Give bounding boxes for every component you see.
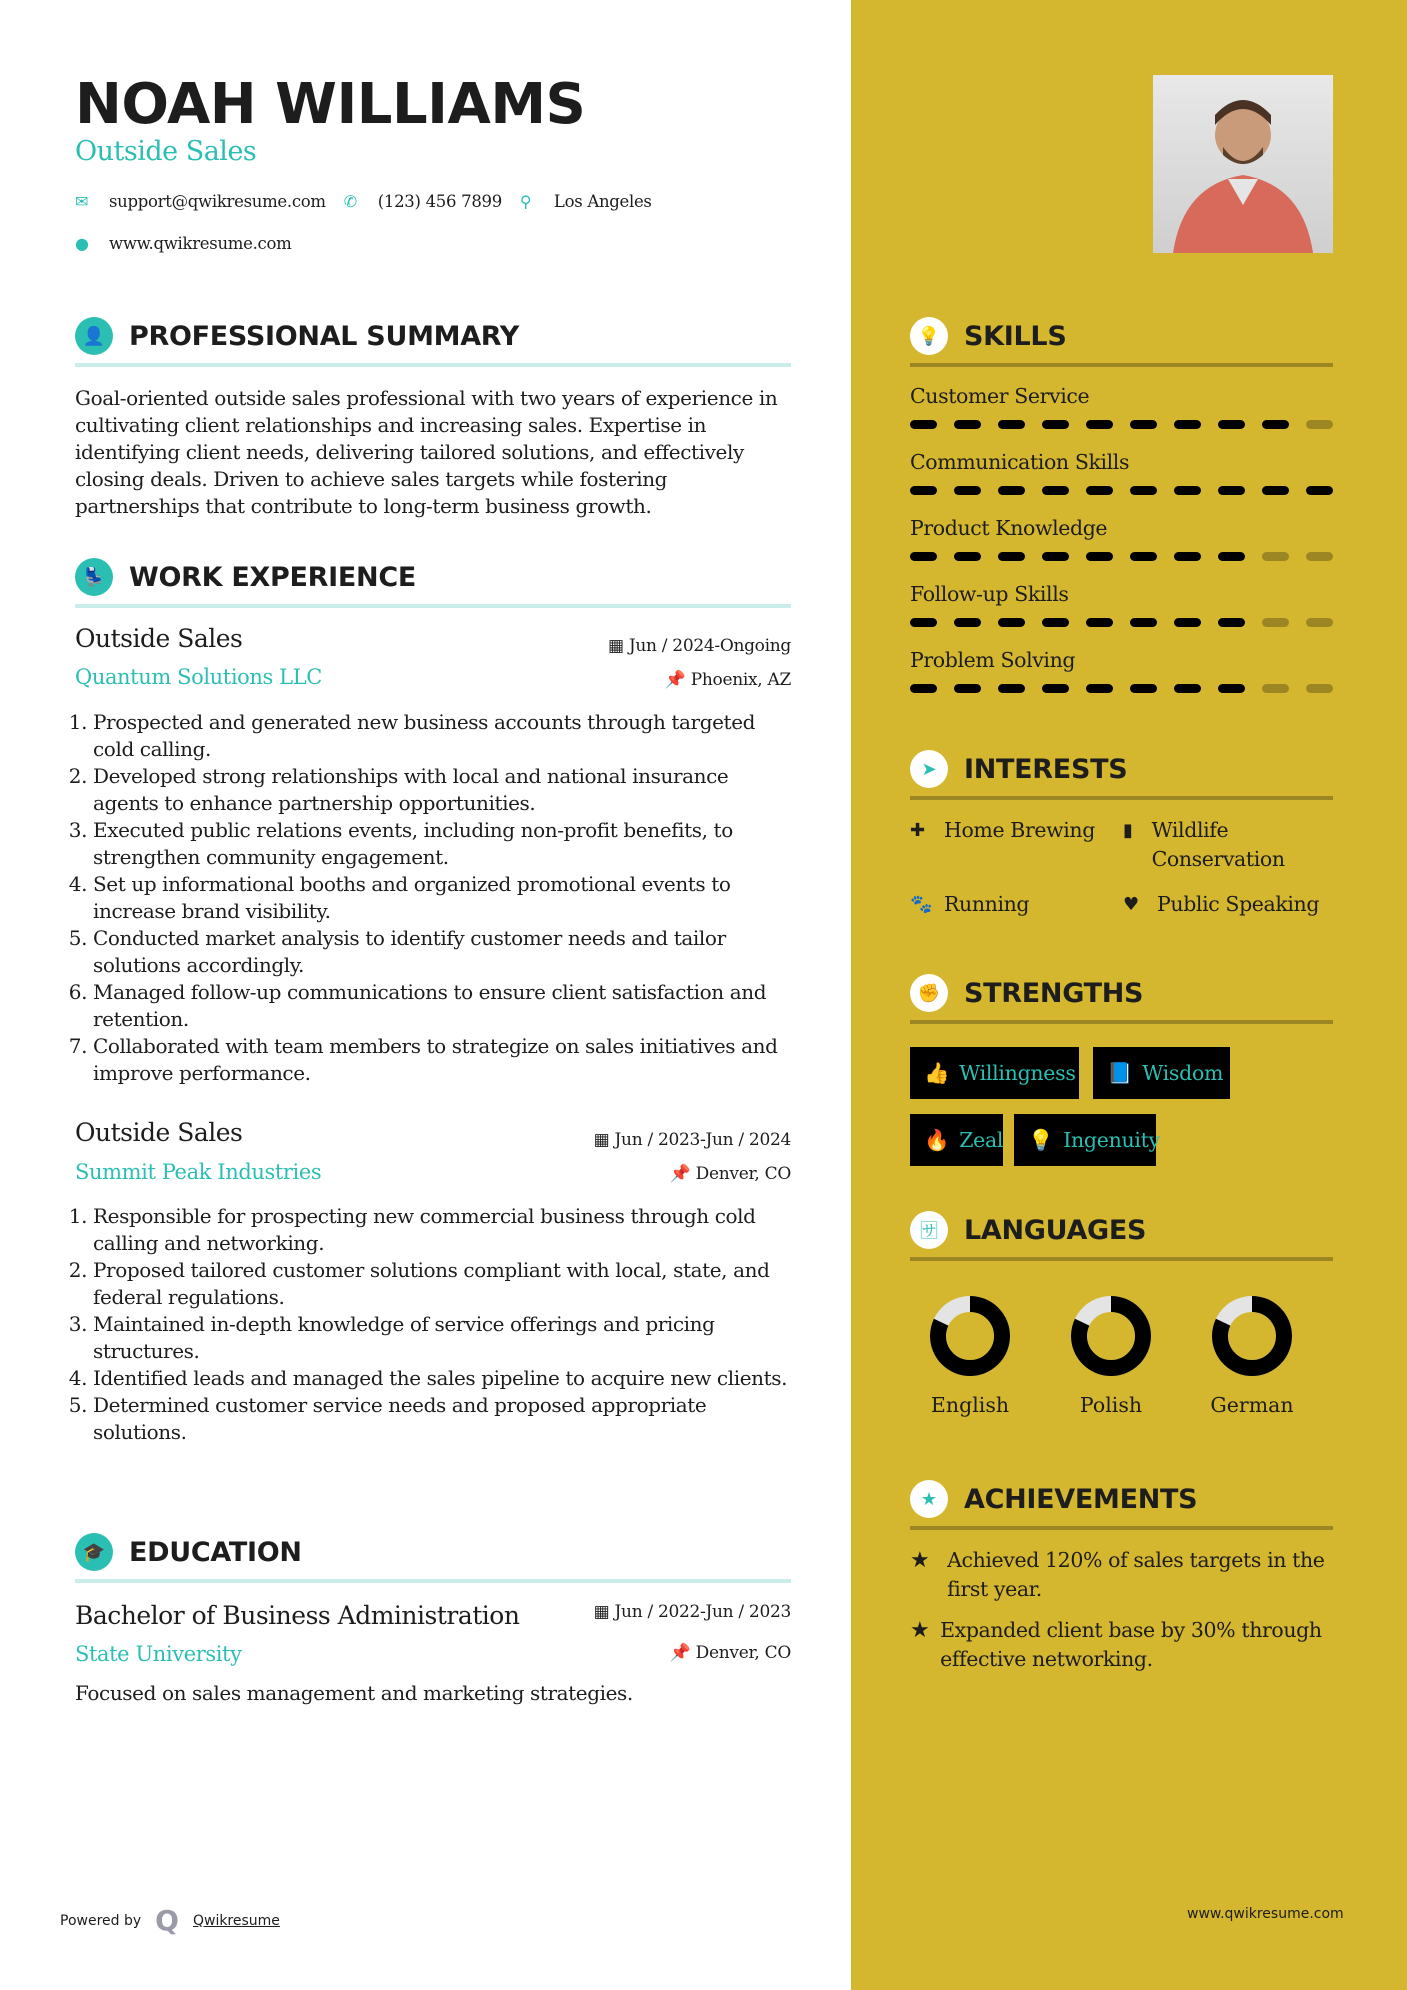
interest-label: Public Speaking <box>1157 892 1320 916</box>
contact-row <box>75 192 652 211</box>
edu-location <box>670 1643 791 1663</box>
divider <box>75 1579 791 1583</box>
skill-dash <box>1086 486 1113 495</box>
skill-dash <box>1218 684 1245 693</box>
skill-dash <box>1086 618 1113 627</box>
list-item: 7. Collaborated with team members to strategize on sales initiatives and improve performance. <box>93 1033 791 1087</box>
user-icon: 👤 <box>75 317 113 355</box>
date-text: Jun / 2023-Jun / 2024 <box>614 1130 791 1150</box>
skill-item <box>910 648 1333 714</box>
strength-label: Willingness <box>959 1061 1076 1085</box>
skill-level-bar <box>910 420 1333 429</box>
school: State University <box>75 1642 242 1666</box>
skill-dash <box>1262 486 1289 495</box>
location-text: Denver, CO <box>695 1164 791 1184</box>
lightbulb-icon: 💡 <box>1028 1127 1054 1152</box>
skill-dash <box>998 618 1025 627</box>
strength-tag <box>910 1047 1079 1099</box>
skill-dash <box>1130 684 1157 693</box>
list-item: 2. Developed strong relationships with local and national insurance agents to enhance partnership opportunities. <box>93 763 791 817</box>
envelope-icon: ✉ <box>75 192 89 211</box>
star-icon: ★ <box>910 1480 948 1518</box>
book-icon: ▮ <box>1123 820 1133 841</box>
language-donut <box>927 1293 1013 1379</box>
thumbs-up-icon: 👍 <box>924 1060 950 1085</box>
skill-dash <box>998 552 1025 561</box>
skill-dash <box>1174 618 1201 627</box>
shooting-star-icon: ★ <box>910 1618 930 1643</box>
list-item: 1. Prospected and generated new business accounts through targeted cold calling. <box>93 709 791 763</box>
skill-dash <box>1306 552 1333 561</box>
skill-dash <box>1042 552 1069 561</box>
website[interactable]: www.qwikresume.com <box>109 234 292 253</box>
email[interactable]: support@qwikresume.com <box>109 192 326 211</box>
interests-title: INTERESTS <box>964 753 1128 785</box>
skills-title: SKILLS <box>964 320 1067 352</box>
company-1: Quantum Solutions LLC <box>75 665 322 689</box>
skill-dash <box>1218 486 1245 495</box>
language-label: Polish <box>1079 1393 1143 1417</box>
skill-level-bar <box>910 486 1333 495</box>
lightbulb-icon: 💡 <box>910 317 948 355</box>
skill-item <box>910 450 1333 516</box>
education-heading <box>75 1533 302 1571</box>
list-item: 1. Responsible for prospecting new commercial business through cold calling and networking. <box>93 1203 791 1257</box>
powered-by-text: Powered by <box>60 1912 142 1929</box>
skill-dash <box>998 486 1025 495</box>
education-title: EDUCATION <box>129 1536 302 1568</box>
skill-dash <box>1042 684 1069 693</box>
language-item <box>1182 1293 1322 1417</box>
chair-icon: 💺 <box>75 558 113 596</box>
job-bullets-2 <box>75 1203 791 1446</box>
company-2: Summit Peak Industries <box>75 1160 322 1184</box>
skill-item <box>910 516 1333 582</box>
interest-label: Home Brewing <box>944 818 1095 842</box>
list-item: 3. Maintained in-depth knowledge of service offerings and pricing structures. <box>93 1311 791 1365</box>
skill-dash <box>1086 684 1113 693</box>
date-text: Jun / 2022-Jun / 2023 <box>614 1602 791 1622</box>
skill-label: Communication Skills <box>910 450 1130 474</box>
job-location-2 <box>670 1164 791 1184</box>
skill-label: Customer Service <box>910 384 1090 408</box>
skill-dash <box>1306 486 1333 495</box>
achievement-text: Achieved 120% of sales targets in the first year. <box>947 1548 1325 1601</box>
profile-photo <box>1153 75 1333 253</box>
date-text: Jun / 2024-Ongoing <box>628 636 791 656</box>
job-title-1: Outside Sales <box>75 624 243 653</box>
pin-icon: 📌 <box>669 1164 696 1184</box>
strength-label: Zeal <box>959 1128 1004 1152</box>
list-item: 4. Identified leads and managed the sales pipeline to acquire new clients. <box>93 1365 791 1392</box>
skill-dash <box>1086 552 1113 561</box>
list-item: 5. Conducted market analysis to identify customer needs and tailor solutions accordingly. <box>93 925 791 979</box>
divider <box>910 796 1333 800</box>
puzzle-icon: ✚ <box>910 820 925 841</box>
skill-level-bar <box>910 618 1333 627</box>
edu-date <box>594 1602 791 1622</box>
skill-dash <box>954 552 981 561</box>
phone: (123) 456 7899 <box>377 192 502 211</box>
interest-item <box>910 890 1110 919</box>
skills-list <box>910 384 1333 714</box>
skill-dash <box>1042 618 1069 627</box>
skill-dash <box>1130 486 1157 495</box>
strength-tag <box>910 1114 1003 1166</box>
divider <box>75 604 791 608</box>
footer-website[interactable]: www.qwikresume.com <box>1187 1906 1344 1922</box>
achievement-text: Expanded client base by 30% through effective networking. <box>940 1618 1322 1671</box>
location-text: Phoenix, AZ <box>690 670 791 690</box>
skill-dash <box>1130 618 1157 627</box>
graduation-cap-icon: 🎓 <box>75 1533 113 1571</box>
interests-heading <box>910 750 1127 788</box>
skill-dash <box>910 486 937 495</box>
skill-label: Product Knowledge <box>910 516 1108 540</box>
paper-plane-icon: ➤ <box>910 750 948 788</box>
book-icon: 📘 <box>1107 1060 1133 1085</box>
skill-dash <box>910 420 937 429</box>
skill-dash <box>1218 420 1245 429</box>
language-icon: 🈂 <box>910 1211 948 1249</box>
skill-dash <box>998 420 1025 429</box>
languages-heading <box>910 1211 1146 1249</box>
skill-dash <box>954 618 981 627</box>
candidate-name: NOAH WILLIAMS <box>75 72 586 137</box>
calendar-icon: ▦ <box>593 1602 615 1622</box>
skill-dash <box>1306 420 1333 429</box>
language-item <box>900 1293 1040 1417</box>
skill-dash <box>910 552 937 561</box>
list-item: 5. Determined customer service needs and proposed appropriate solutions. <box>93 1392 791 1446</box>
summary-text: Goal-oriented outside sales professional with two years of experience in cultivating client relationships and increasing sales. Expertise in identifying client needs, delivering tailored solutions, and effectively closing deals. Driven to achieve sales targets while fostering partnerships that contribute to long-term business growth. <box>75 386 778 518</box>
language-label: German <box>1210 1393 1294 1417</box>
job-location-1 <box>665 670 791 690</box>
skill-dash <box>1042 420 1069 429</box>
summary-heading <box>75 317 519 355</box>
strength-label: Ingenuity <box>1063 1128 1160 1152</box>
skill-dash <box>910 618 937 627</box>
interest-label: Wildlife Conservation <box>1151 818 1285 871</box>
skills-heading <box>910 317 1066 355</box>
skill-dash <box>954 420 981 429</box>
location-text: Denver, CO <box>695 1643 791 1663</box>
skill-dash <box>1306 684 1333 693</box>
achievements-title: ACHIEVEMENTS <box>964 1483 1198 1515</box>
skill-dash <box>1130 420 1157 429</box>
brand-link[interactable]: Qwikresume <box>192 1912 280 1929</box>
pin-icon: 📌 <box>664 670 691 690</box>
skill-dash <box>1218 618 1245 627</box>
shooting-star-icon: ★ <box>910 1548 930 1573</box>
languages-title: LANGUAGES <box>964 1214 1147 1246</box>
skill-dash <box>1130 552 1157 561</box>
job-title-2: Outside Sales <box>75 1118 243 1147</box>
language-donut <box>1209 1293 1295 1379</box>
skill-dash <box>998 684 1025 693</box>
language-label: English <box>930 1393 1010 1417</box>
skill-dash <box>1262 420 1289 429</box>
skill-item <box>910 582 1333 648</box>
interest-item <box>1123 816 1333 874</box>
interest-label: Running <box>944 892 1030 916</box>
phone-icon: ✆ <box>343 192 357 211</box>
skill-level-bar <box>910 552 1333 561</box>
pin-icon: 📌 <box>669 1643 696 1663</box>
skill-dash <box>1262 552 1289 561</box>
strength-tag <box>1093 1047 1230 1099</box>
calendar-icon: ▦ <box>593 1130 615 1150</box>
footer-powered <box>60 1904 280 1937</box>
skill-dash <box>1262 618 1289 627</box>
divider <box>910 363 1333 367</box>
paw-icon: 🐾 <box>910 894 933 915</box>
achievement-item <box>910 1546 1333 1604</box>
skill-level-bar <box>910 684 1333 693</box>
heartbeat-icon: ♥ <box>1123 894 1139 915</box>
divider <box>910 1526 1333 1530</box>
skill-dash <box>910 684 937 693</box>
website-row <box>75 234 291 253</box>
fist-icon: ✊ <box>910 974 948 1012</box>
job-title: Outside Sales <box>75 136 257 167</box>
job-date-2 <box>594 1130 791 1150</box>
strengths-title: STRENGTHS <box>964 977 1144 1009</box>
degree: Bachelor of Business Administration <box>75 1601 520 1630</box>
skill-item <box>910 384 1333 450</box>
calendar-icon: ▦ <box>607 636 629 656</box>
strength-tag <box>1014 1114 1160 1166</box>
list-item: 4. Set up informational booths and organized promotional events to increase brand visibility. <box>93 871 791 925</box>
list-item: 2. Proposed tailored customer solutions compliant with local, state, and federal regulations. <box>93 1257 791 1311</box>
location: Los Angeles <box>553 192 652 211</box>
flame-icon: 🔥 <box>924 1127 950 1152</box>
qwikresume-logo-icon: Q <box>155 1904 179 1937</box>
skill-label: Problem Solving <box>910 648 1076 672</box>
language-donut <box>1068 1293 1154 1379</box>
achievements-heading <box>910 1480 1197 1518</box>
divider <box>910 1020 1333 1024</box>
skill-dash <box>954 486 981 495</box>
skill-dash <box>1086 420 1113 429</box>
list-item: 3. Executed public relations events, including non-profit benefits, to strengthen community engagement. <box>93 817 791 871</box>
experience-title: WORK EXPERIENCE <box>129 561 416 593</box>
skill-dash <box>1174 552 1201 561</box>
strength-label: Wisdom <box>1142 1061 1224 1085</box>
summary-title: PROFESSIONAL SUMMARY <box>129 320 520 352</box>
skill-dash <box>954 684 981 693</box>
skill-dash <box>1218 552 1245 561</box>
skill-dash <box>1174 420 1201 429</box>
interest-item <box>1123 890 1343 919</box>
job-date-1 <box>608 636 791 656</box>
globe-icon: ● <box>75 234 89 253</box>
divider <box>75 363 791 367</box>
list-item: 6. Managed follow-up communications to ensure client satisfaction and retention. <box>93 979 791 1033</box>
skill-dash <box>1306 618 1333 627</box>
job-bullets-1 <box>75 709 791 1087</box>
skill-label: Follow-up Skills <box>910 582 1069 606</box>
skill-dash <box>1174 684 1201 693</box>
achievement-item <box>910 1616 1333 1674</box>
edu-description: Focused on sales management and marketing strategies. <box>75 1681 633 1705</box>
skill-dash <box>1262 684 1289 693</box>
skill-dash <box>1174 486 1201 495</box>
strengths-heading <box>910 974 1143 1012</box>
divider <box>910 1257 1333 1261</box>
skill-dash <box>1042 486 1069 495</box>
experience-heading <box>75 558 416 596</box>
interest-item <box>910 816 1110 845</box>
language-item <box>1041 1293 1181 1417</box>
map-pin-icon: ⚲ <box>519 192 532 211</box>
